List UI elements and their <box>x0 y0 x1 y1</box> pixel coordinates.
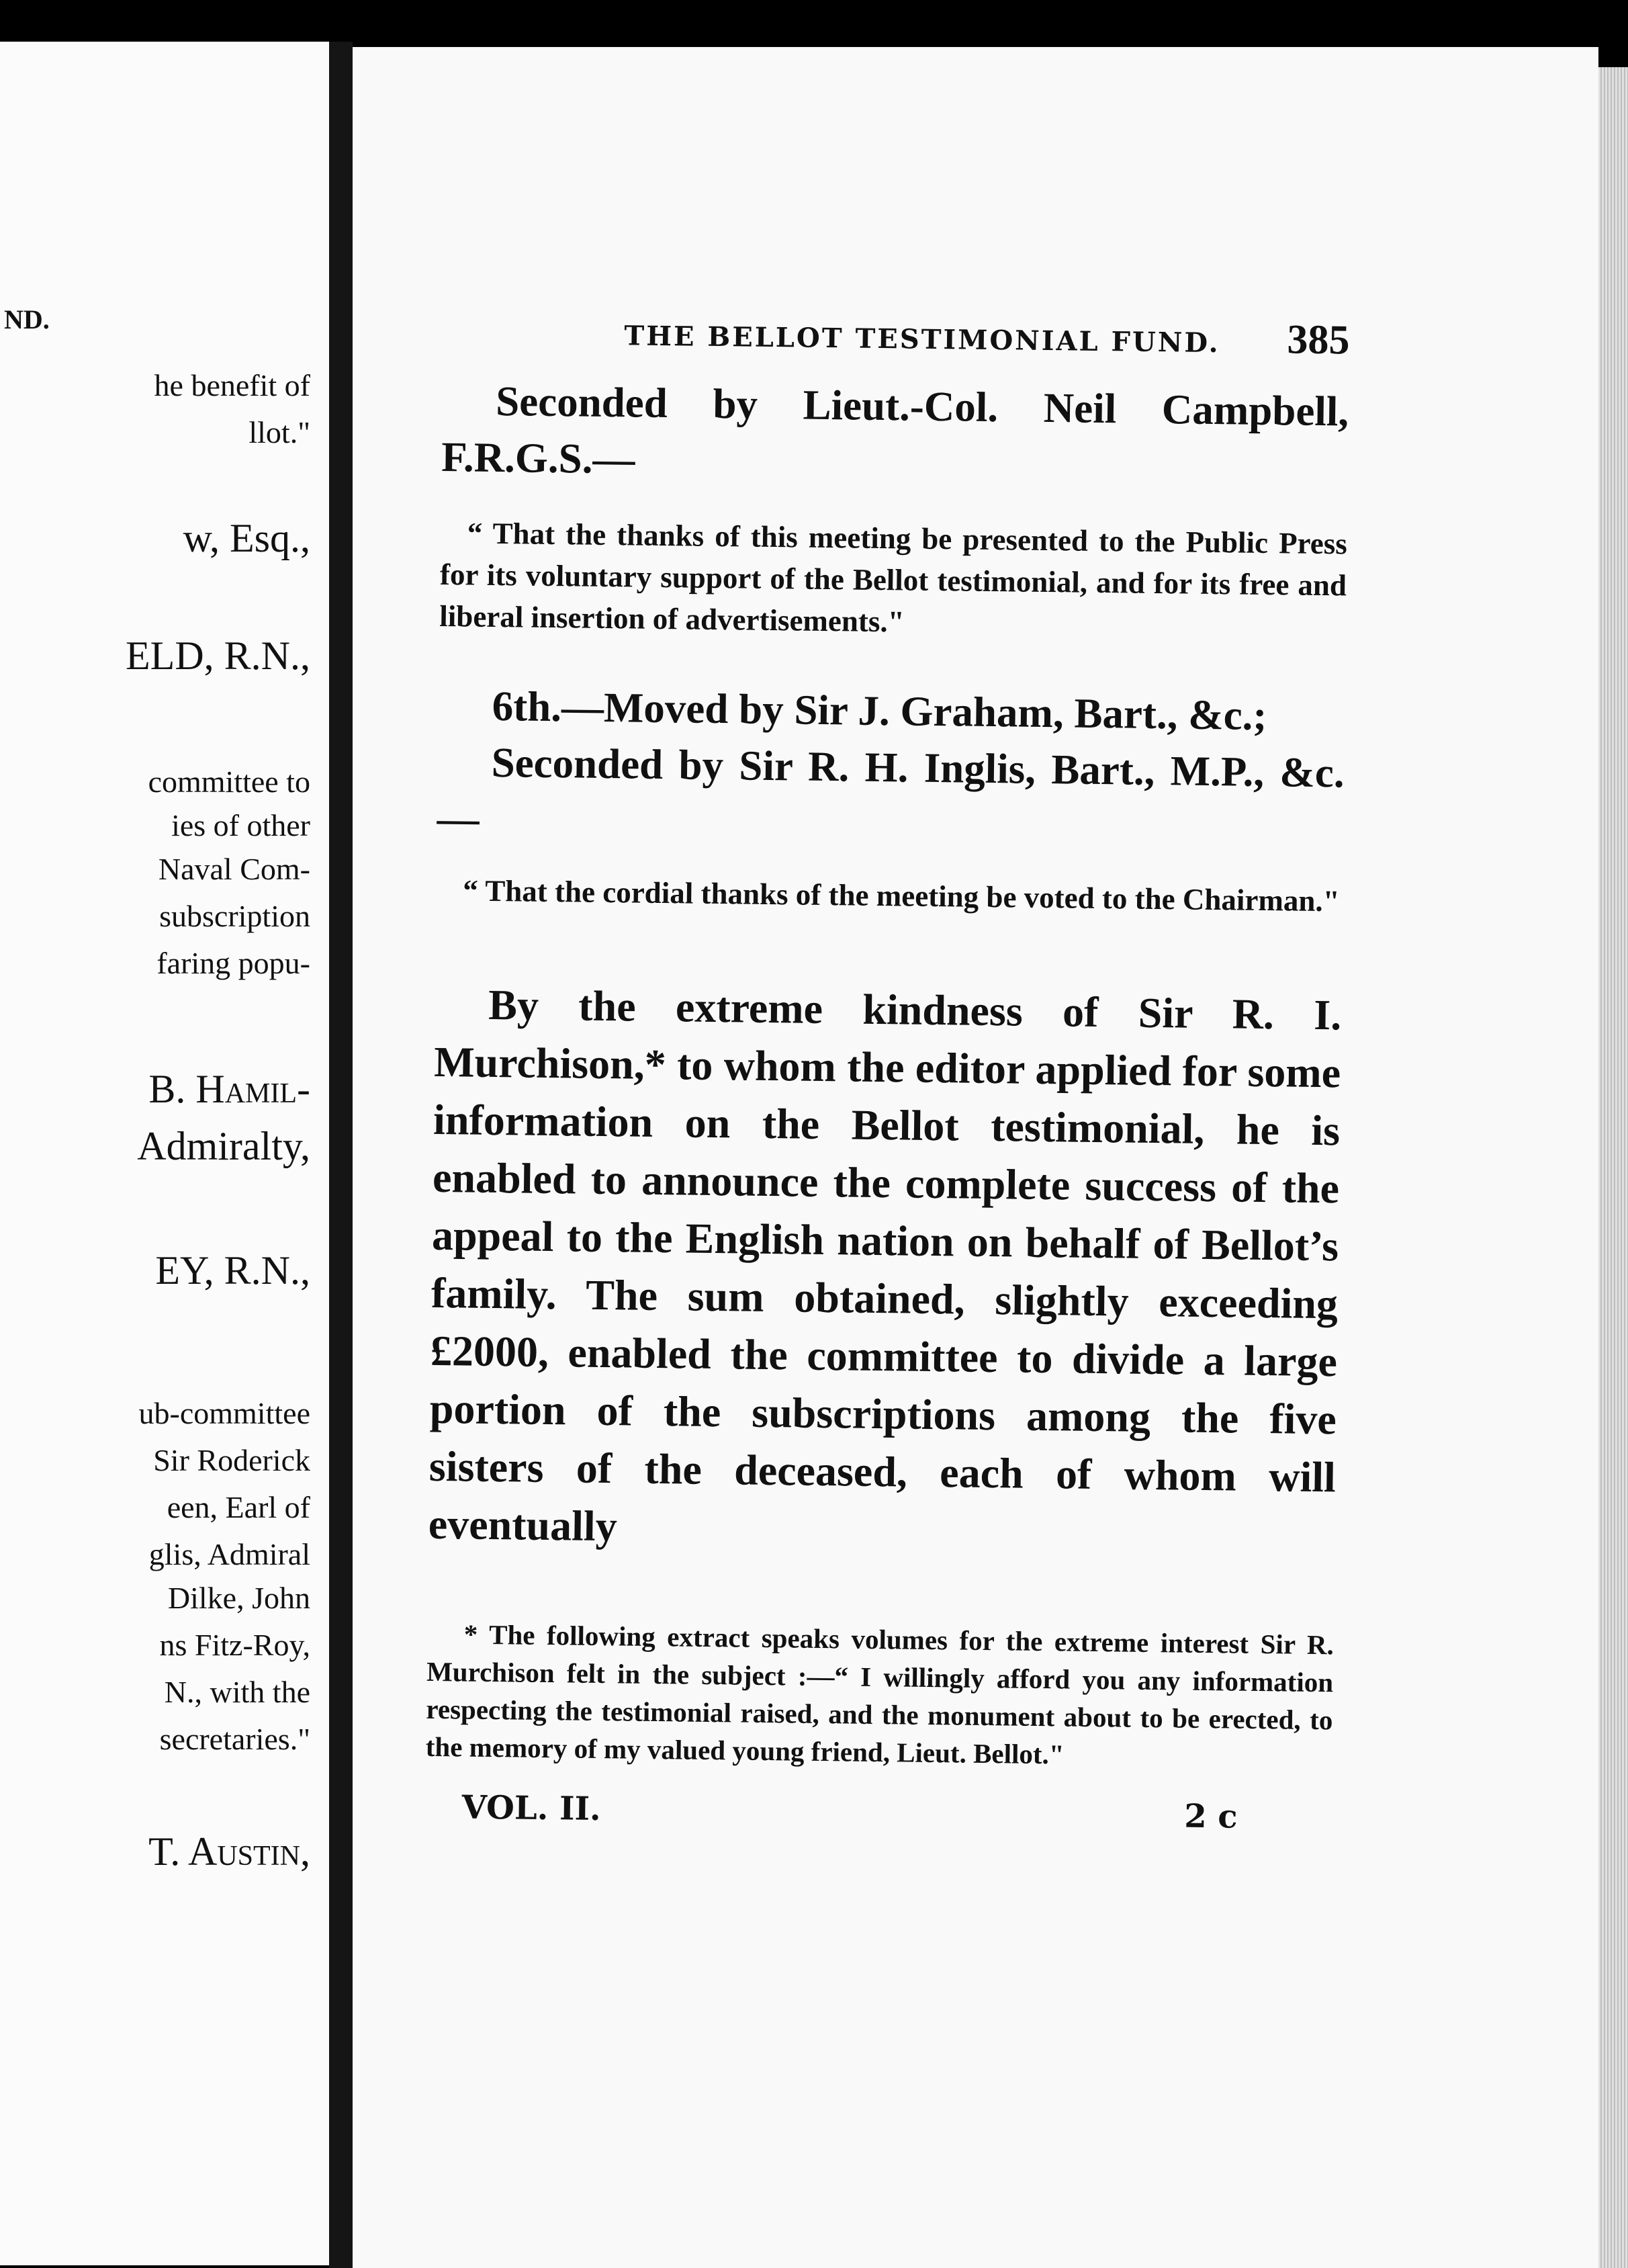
seconded-inglis: Seconded by Sir R. H. Inglis, Bart., M.P., &c.— <box>437 738 1345 842</box>
left-line: ub-committee <box>138 1396 310 1430</box>
left-line: committee to <box>148 765 310 799</box>
left-line: llot." <box>248 415 310 449</box>
left-line: w, Esq., <box>183 516 310 560</box>
left-line: secretaries." <box>159 1722 310 1756</box>
left-line: Naval Com- <box>158 852 310 886</box>
signature-mark: 2 c <box>1183 1797 1238 1836</box>
page-edge <box>1598 67 1628 2268</box>
left-line: ns Fitz-Roy, <box>159 1628 310 1662</box>
resolution-quote-press: “ That the thanks of this meeting be presented to the Public Press for its voluntary support of the Bellot testimonial, and for its free and liberal insertion of advertisements." <box>439 516 1348 639</box>
page-number: 385 <box>1287 316 1350 363</box>
left-line: een, Earl of <box>167 1490 310 1524</box>
running-head-title: THE BELLOT TESTIMONIAL FUND. <box>624 320 1220 359</box>
left-line: ELD, R.N., <box>126 634 310 678</box>
running-header <box>443 306 1350 364</box>
left-line: Sir Roderick <box>153 1443 310 1477</box>
left-line: he benefit of <box>154 368 310 402</box>
left-line: EY, R.N., <box>155 1248 310 1293</box>
left-line: Dilke, John <box>167 1581 310 1615</box>
left-line: subscription <box>159 899 310 933</box>
left-header-fragment: ND. <box>4 304 50 335</box>
page-content <box>424 306 1350 1837</box>
left-line: ies of other <box>171 808 310 842</box>
left-line: B. Hamil- <box>148 1067 310 1111</box>
resolution-quote-chairman: “ That the cordial thanks of the meeting be voted to the Chairman." <box>463 873 1340 918</box>
left-line: faring popu- <box>156 946 310 980</box>
left-line: Admiralty, <box>137 1124 310 1168</box>
left-line: T. Austin, <box>148 1829 310 1874</box>
book-gutter <box>329 42 353 2268</box>
footnote: * The following extract speaks volumes for the extreme interest Sir R. Murchison felt in the subject :—“ I willingly afford you any information respecting the testimonial raised, and the monument about to be erected, to the memory of my valued young friend, Lieut. Bellot." <box>425 1618 1335 1770</box>
body-paragraph: By the extreme kindness of Sir R. I. Murchison,* to whom the editor applied for some information on the Bellot testimonial, he is enabled to announce the complete success of the appeal to the English nation on behalf of Bellot’s family. The sum obtained, slightly exceeding £2000, enabled the committee to divide a large portion of the subscriptions among the five sisters of the deceased, each of whom will eventually <box>428 980 1342 1551</box>
seconded-campbell: Seconded by Lieut.-Col. Neil Campbell, F.R.G.S.— <box>441 377 1349 483</box>
sixth-motion: 6th.—Moved by Sir J. Graham, Bart., &c.; <box>492 682 1267 740</box>
left-page <box>0 42 329 2265</box>
volume-label: VOL. II. <box>461 1788 602 1829</box>
left-line: glis, Admiral <box>148 1537 310 1571</box>
left-line: N., with the <box>164 1675 310 1709</box>
